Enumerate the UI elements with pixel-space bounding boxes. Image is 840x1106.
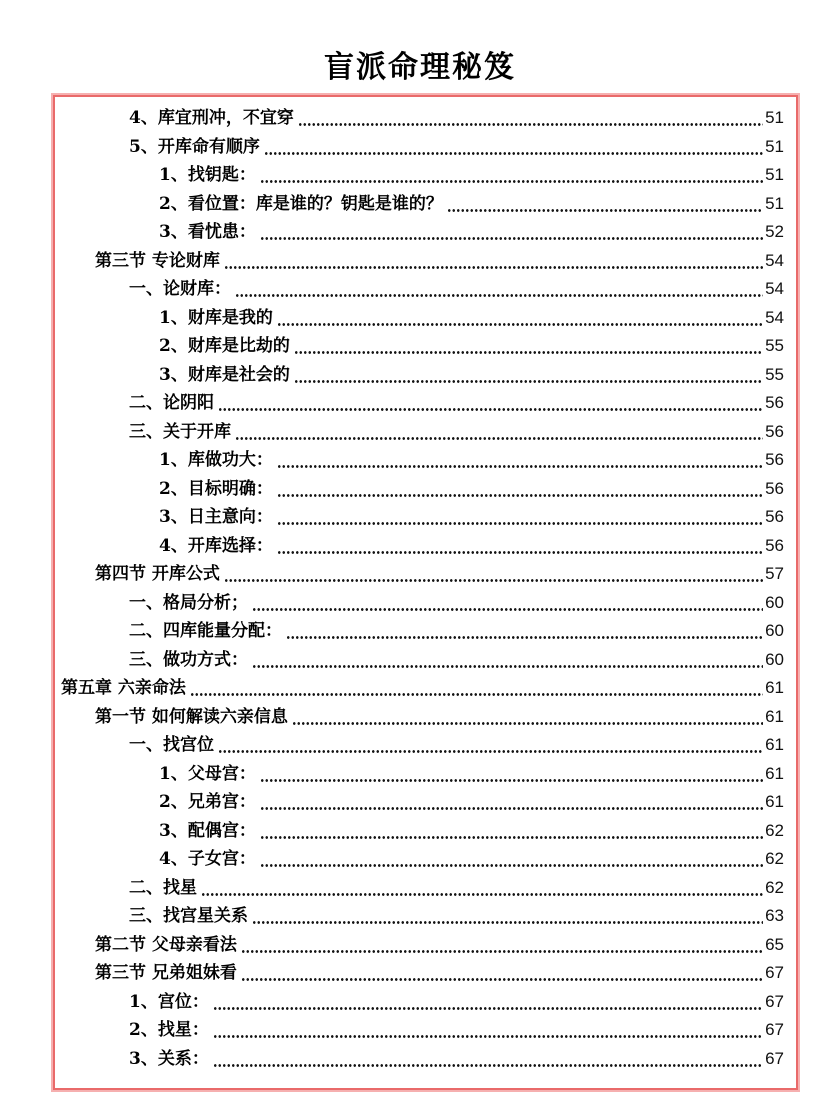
toc-entry-label: 1、库做功大： [159, 450, 273, 470]
toc-entry-label: 2、找星： [129, 1020, 209, 1040]
toc-entry[interactable] [55, 589, 784, 618]
dot-leader [447, 190, 763, 219]
toc-entry[interactable] [55, 703, 784, 732]
dot-leader [213, 988, 763, 1017]
toc-entry[interactable] [55, 845, 784, 874]
toc-entry-page: 55 [765, 336, 784, 355]
toc-entry-page: 54 [765, 279, 784, 298]
toc-entry-label: 三、找宫星关系 [129, 906, 248, 926]
dot-leader [294, 332, 763, 361]
toc-entry[interactable] [55, 674, 784, 703]
dot-leader [218, 389, 763, 418]
toc-entry-page: 56 [765, 393, 784, 412]
toc-entry-label: 第三节 专论财库 [95, 250, 220, 271]
toc-entry[interactable] [55, 931, 784, 960]
toc-container [53, 95, 798, 1090]
toc-entry[interactable] [55, 275, 784, 304]
toc-entry-label: 3、看忧患： [159, 222, 256, 242]
toc-entry-label: 2、目标明确： [159, 478, 273, 499]
toc-entry-label: 二、四库能量分配： [129, 621, 282, 641]
toc-entry[interactable] [55, 617, 784, 646]
dot-leader [224, 560, 763, 589]
toc-entry-page: 61 [765, 735, 784, 754]
dot-leader [294, 361, 763, 390]
toc-entry-page: 56 [765, 450, 784, 469]
dot-leader [201, 874, 763, 903]
toc-entry-page: 62 [765, 820, 784, 840]
toc-entry[interactable] [55, 361, 784, 390]
toc-entry-label: 一、找宫位 [129, 735, 214, 755]
toc-entry-page: 56 [765, 478, 784, 498]
dot-leader [260, 845, 763, 874]
toc-entry[interactable] [55, 161, 784, 190]
toc-list [55, 104, 784, 1073]
toc-entry[interactable] [55, 646, 784, 675]
toc-entry[interactable] [55, 332, 784, 361]
toc-entry-label: 第一节 如何解读六亲信息 [95, 706, 288, 727]
toc-entry-page: 56 [765, 507, 784, 526]
toc-entry-page: 60 [765, 592, 784, 612]
toc-entry-page: 51 [765, 108, 784, 127]
toc-entry-page: 67 [765, 963, 784, 982]
toc-entry-page: 51 [765, 136, 784, 156]
toc-entry-page: 67 [765, 991, 784, 1011]
page-title: 盲派命理秘笈 [324, 50, 516, 85]
toc-entry-label: 一、论财库： [129, 279, 231, 299]
dot-leader [213, 1016, 763, 1045]
toc-entry-page: 61 [765, 792, 784, 811]
toc-entry-page: 54 [765, 307, 784, 327]
dot-leader [241, 959, 763, 988]
toc-entry[interactable] [55, 133, 784, 162]
toc-entry[interactable] [55, 959, 784, 988]
toc-entry[interactable] [55, 446, 784, 475]
toc-entry-page: 56 [765, 535, 784, 555]
dot-leader [252, 589, 763, 618]
toc-entry-label: 二、找星 [129, 877, 197, 898]
toc-entry[interactable] [55, 731, 784, 760]
toc-entry-label: 三、做功方式： [129, 649, 248, 670]
toc-entry[interactable] [55, 190, 784, 219]
toc-entry-page: 55 [765, 364, 784, 384]
toc-entry-label: 第三节 兄弟姐妹看 [95, 963, 237, 983]
toc-entry[interactable] [55, 788, 784, 817]
dot-leader [235, 418, 763, 447]
dot-leader [260, 161, 763, 190]
toc-entry-page: 61 [765, 706, 784, 726]
toc-entry[interactable] [55, 104, 784, 133]
dot-leader [235, 275, 763, 304]
dot-leader [277, 532, 763, 561]
toc-entry[interactable] [55, 247, 784, 276]
toc-entry-label: 1、财库是我的 [159, 307, 273, 328]
toc-entry[interactable] [55, 988, 784, 1017]
dot-leader [218, 731, 763, 760]
toc-entry[interactable] [55, 389, 784, 418]
dot-leader [286, 617, 763, 646]
dot-leader [260, 218, 763, 247]
toc-entry-label: 2、财库是比劫的 [159, 336, 290, 356]
dot-leader [213, 1045, 763, 1074]
toc-entry-label: 5、开库命有顺序 [129, 136, 260, 157]
dot-leader [298, 104, 763, 133]
toc-entry-page: 61 [765, 678, 784, 697]
toc-entry-label: 2、看位置：库是谁的？钥匙是谁的？ [159, 193, 443, 214]
toc-entry-label: 第二节 父母亲看法 [95, 934, 237, 955]
toc-entry[interactable] [55, 560, 784, 589]
dot-leader [277, 503, 763, 532]
toc-entry-page: 57 [765, 564, 784, 583]
dot-leader [260, 760, 763, 789]
toc-entry[interactable] [55, 1045, 784, 1074]
toc-entry-page: 67 [765, 1020, 784, 1039]
toc-entry[interactable] [55, 1016, 784, 1045]
toc-entry[interactable] [55, 475, 784, 504]
dot-leader [252, 646, 763, 675]
toc-entry-page: 60 [765, 649, 784, 669]
dot-leader [277, 475, 763, 504]
toc-entry-label: 第五章 六亲命法 [61, 678, 186, 698]
toc-entry[interactable] [55, 304, 784, 333]
toc-entry[interactable] [55, 503, 784, 532]
toc-entry-page: 61 [765, 763, 784, 783]
toc-entry-label: 3、配偶宫： [159, 820, 256, 841]
toc-entry-page: 60 [765, 621, 784, 640]
toc-entry-page: 51 [765, 193, 784, 213]
toc-entry-label: 4、库宜刑冲，不宜穿 [129, 108, 294, 128]
toc-entry-label: 4、子女宫： [159, 849, 256, 869]
dot-leader [264, 133, 763, 162]
dot-leader [241, 931, 763, 960]
toc-entry-label: 3、关系： [129, 1048, 209, 1069]
toc-entry[interactable] [55, 817, 784, 846]
toc-entry-label: 4、开库选择： [159, 535, 273, 556]
toc-entry[interactable] [55, 902, 784, 931]
dot-leader [260, 817, 763, 846]
dot-leader [190, 674, 763, 703]
dot-leader [252, 902, 763, 931]
toc-entry-page: 52 [765, 222, 784, 241]
toc-entry[interactable] [55, 874, 784, 903]
toc-entry[interactable] [55, 418, 784, 447]
toc-entry-page: 67 [765, 1048, 784, 1068]
toc-entry[interactable] [55, 760, 784, 789]
toc-entry-label: 三、关于开库 [129, 421, 231, 442]
toc-entry-label: 1、宫位： [129, 991, 209, 1012]
toc-entry[interactable] [55, 218, 784, 247]
toc-entry-label: 2、兄弟宫： [159, 792, 256, 812]
toc-entry-page: 54 [765, 250, 784, 270]
toc-entry-label: 二、论阴阳 [129, 393, 214, 413]
toc-entry-page: 63 [765, 906, 784, 925]
toc-entry-label: 第四节 开库公式 [95, 564, 220, 584]
toc-entry-label: 1、父母宫： [159, 763, 256, 784]
toc-entry-page: 51 [765, 165, 784, 184]
toc-entry-label: 3、财库是社会的 [159, 364, 290, 385]
toc-entry-page: 62 [765, 849, 784, 868]
toc-entry-label: 一、格局分析； [129, 592, 248, 613]
dot-leader [292, 703, 763, 732]
dot-leader [277, 304, 763, 333]
dot-leader [277, 446, 763, 475]
toc-entry-label: 3、日主意向： [159, 507, 273, 527]
toc-entry[interactable] [55, 532, 784, 561]
toc-entry-page: 62 [765, 877, 784, 897]
dot-leader [224, 247, 763, 276]
dot-leader [260, 788, 763, 817]
toc-entry-page: 65 [765, 934, 784, 954]
toc-entry-page: 56 [765, 421, 784, 441]
toc-entry-label: 1、找钥匙： [159, 165, 256, 185]
